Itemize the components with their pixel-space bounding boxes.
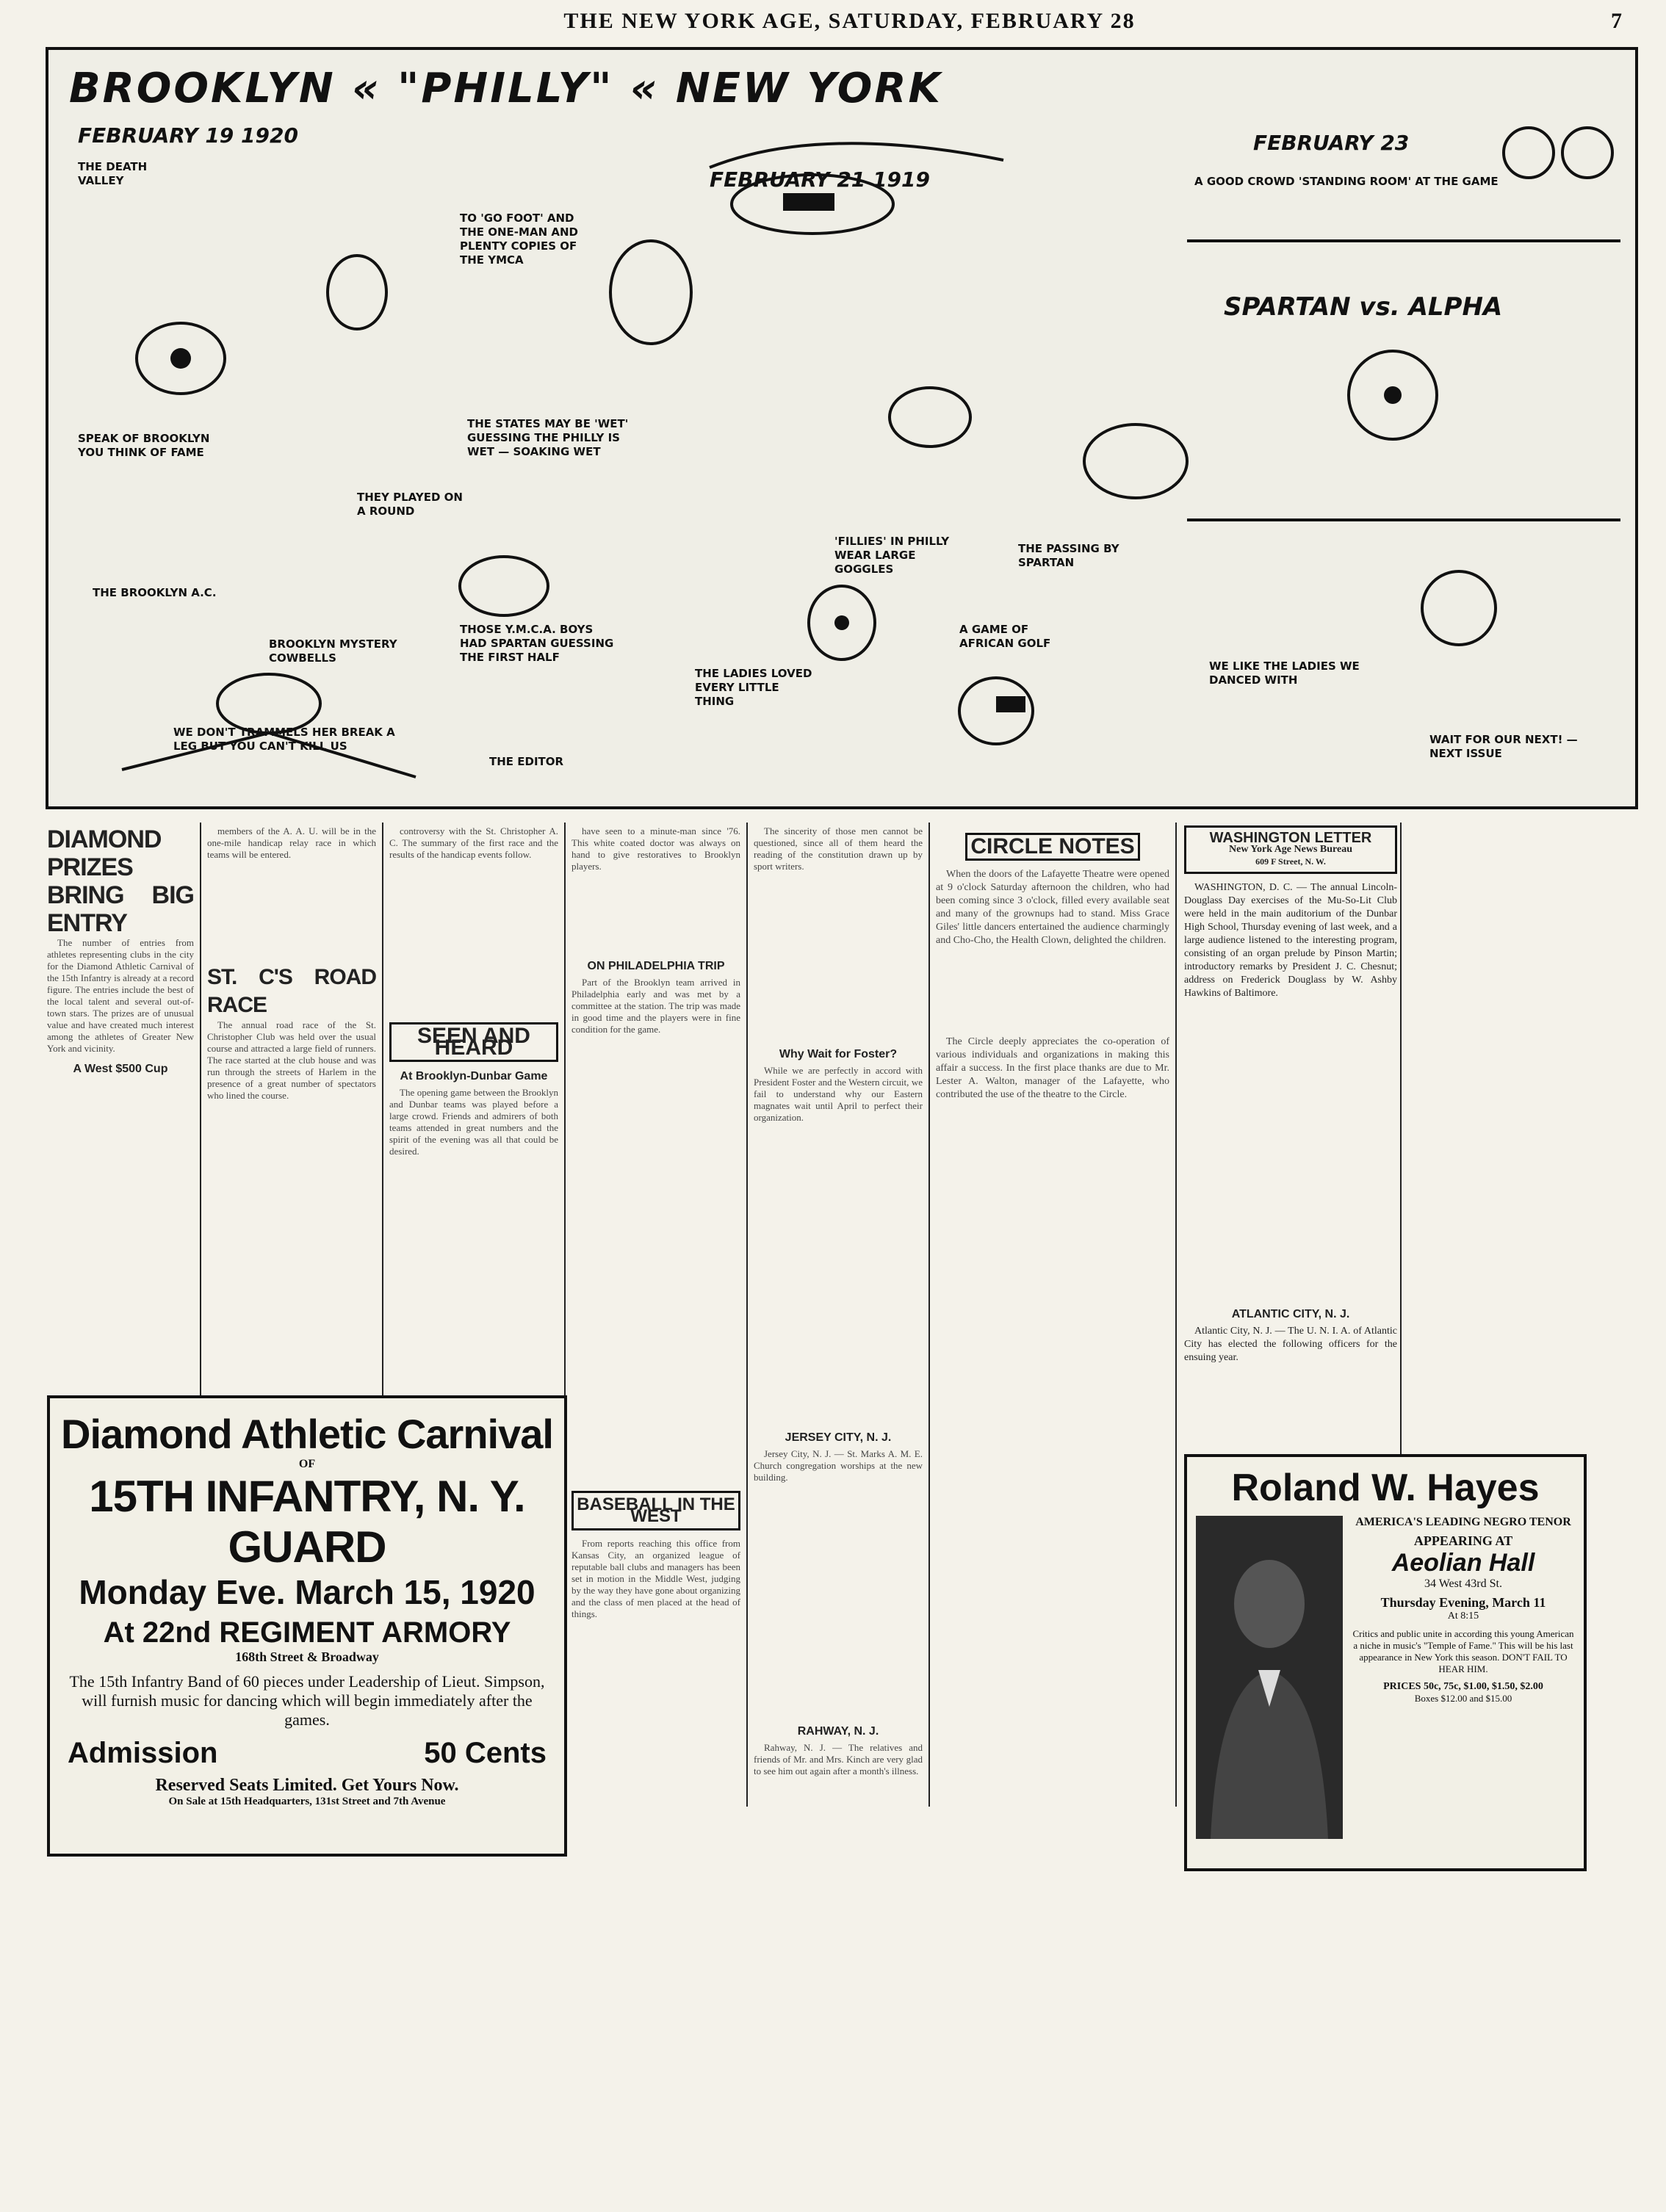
cartoon-caption: THE STATES MAY BE 'WET' GUESSING THE PHILLY IS WET — SOAKING WET: [467, 417, 629, 458]
headline: DIAMOND PRIZES BRING BIG ENTRY: [47, 825, 194, 937]
ad-line: Reserved Seats Limited. Get Yours Now.: [155, 1776, 459, 1795]
ad-line: Diamond Athletic Carnival: [61, 1411, 553, 1457]
ad-admission-row: [50, 1737, 564, 1770]
column-rule: [928, 823, 930, 1807]
bureau: New York Age News Bureau: [1229, 844, 1352, 855]
column-rule: [1175, 823, 1177, 1807]
ad-admission-price: 50 Cents: [424, 1737, 547, 1769]
cartoon-caption: THE BROOKLYN A.C.: [93, 586, 217, 599]
ad-date: Thursday Evening, March 11: [1380, 1595, 1546, 1610]
column-seen-heard: [389, 825, 558, 1391]
page-number: 7: [1611, 9, 1623, 33]
article-body: The annual road race of the St. Christopher Club was held over the usual course and attracted a large field of runners. The race started at the club house and was run through the streets of Harlem in the presence of a great number of spectators who lined the course.: [207, 1019, 376, 1101]
ad-line: OF: [298, 1458, 316, 1470]
article-body: When the doors of the Lafayette Theatre were opened at 9 o'clock Saturday afternoon the children, who had been coming since 3 o'clock, filled every available seat and many of the grownups had to stand. Miss Grace Giles' little dancers entertained the audience charmingly and Cho-Cho, the Health Clown, delighted the children.: [936, 869, 1169, 946]
article-body: From reports reaching this office from Kansas City, an organized league of reputable ball clubs and managers has been set in motion in the Middle West, judging by the way they have gone about organizing and the class of men placed at the head of things.: [571, 1538, 740, 1619]
headline-box: BASEBALL IN THE WEST: [571, 1491, 740, 1530]
ad-line: The 15th Infantry Band of 60 pieces under Leadership of Lieut. Simpson, will furnish music for dancing which will begin immediately after the games.: [69, 1672, 545, 1729]
cartoon-caption: BROOKLYN MYSTERY COWBELLS: [269, 637, 397, 665]
article-body: Atlantic City, N. J. — The U. N. I. A. of Atlantic City has elected the following officers for the ensuing year.: [1184, 1326, 1397, 1363]
cartoon-caption: WAIT FOR OUR NEXT! — NEXT ISSUE: [1429, 733, 1578, 760]
ad-details: [1343, 1516, 1584, 1839]
column-diamond-prizes: [47, 825, 194, 1391]
column-washington: [1184, 825, 1397, 1435]
cartoon-subtitle: SPARTAN vs. ALPHA: [1224, 292, 1503, 322]
portrait-icon: [1196, 1516, 1343, 1839]
ad-blurb: Critics and public unite in according this young American a niche in music's "Temple of Fame." This will be his last appearance in New York this season. DON'T FAIL TO HEAR HIM.: [1352, 1628, 1574, 1674]
article-body: WASHINGTON, D. C. — The annual Lincoln-Douglass Day exercises of the Mu-So-Lit Club were held in the main auditorium of the Dunbar High School, Thursday evening of last week, and a large audience listened to the interesting program, consisting of an organ prelude by Pinson Martin; introductory remarks by President J. C. Chesnut; address on Frederick Douglass by W. Ashby Hawkins of Baltimore.: [1184, 882, 1397, 999]
headline: WASHINGTON LETTER: [1209, 830, 1372, 846]
article-body: controversy with the St. Christopher A. C. The summary of the first race and the results of the handicap events follow.: [389, 825, 558, 860]
subhead: RAHWAY, N. J.: [797, 1725, 879, 1738]
ad-line: At 22nd REGIMENT ARMORY: [103, 1616, 511, 1649]
washington-header: [1184, 825, 1397, 874]
ad-roland-hayes: [1184, 1454, 1587, 1871]
article-body: members of the A. A. U. will be in the one-mile handicap relay race in which teams will be entered.: [207, 825, 376, 860]
ad-venue: Aeolian Hall: [1391, 1549, 1535, 1577]
article-body: The number of entries from athletes representing clubs in the city for the Diamond Athletic Carnival of the 15th Infantry is already at a record figure. The entries include the best of the local talent and several out-of-town stars. The prizes are of unusual value and have created much interest among the athletes of Greater New York and vicinity.: [47, 937, 194, 1054]
bureau-address: 609 F Street, N. W.: [1255, 856, 1326, 867]
article-body: While we are perfectly in accord with President Foster and the Western circuit, we fail to understand why our Eastern magnates wait until April to perfect their organization.: [754, 1065, 923, 1123]
subhead: A West $500 Cup: [73, 1063, 168, 1075]
cartoon-caption: 'FILLIES' IN PHILLY WEAR LARGE GOGGLES: [834, 535, 950, 576]
ad-line: 168th Street & Broadway: [235, 1649, 379, 1664]
cartoon-caption: SPEAK OF BROOKLYN YOU THINK OF FAME: [78, 432, 210, 459]
cartoon-title: BROOKLYN « "PHILLY" « NEW YORK: [69, 65, 942, 112]
article-body: Part of the Brooklyn team arrived in Philadelphia early and was met by a committee at the station. The trip was made in good time and the players were in fine condition for the game.: [571, 977, 740, 1035]
cartoon-caption: THOSE Y.M.C.A. BOYS HAD SPARTAN GUESSING THE FIRST HALF: [460, 623, 614, 664]
cartoon-caption: WE LIKE THE LADIES WE DANCED WITH: [1209, 659, 1360, 687]
cartoon-date-left: FEBRUARY 19 1920: [78, 123, 298, 148]
ad-line: On Sale at 15th Headquarters, 131st Street and 7th Avenue: [168, 1796, 446, 1807]
ad-line: Monday Eve. March 15, 1920: [79, 1573, 536, 1611]
subhead: Why Wait for Foster?: [779, 1048, 898, 1060]
subhead: JERSEY CITY, N. J.: [785, 1431, 892, 1444]
column-philly: [571, 825, 740, 1802]
cartoon-caption: THEY PLAYED ON A ROUND: [357, 491, 463, 518]
article-body: have seen to a minute-man since '76. This white coated doctor was always on hand to give restoratives to Brooklyn players.: [571, 825, 740, 872]
cartoon-panel: [46, 47, 1638, 809]
subhead: ON PHILADELPHIA TRIP: [587, 960, 725, 972]
column-rule: [746, 823, 748, 1807]
headline-box: CIRCLE NOTES: [965, 833, 1140, 861]
column-circle-notes: [936, 825, 1169, 1450]
cartoon-caption: THE EDITOR: [489, 755, 564, 768]
ad-address: 34 West 43rd St.: [1424, 1577, 1502, 1590]
headline-box: SEEN AND HEARD: [389, 1022, 558, 1062]
article-body: The sincerity of those men cannot be questioned, since all of them heard the reading of the constitution drawn up by sport writers.: [754, 825, 923, 872]
cartoon-date-right: FEBRUARY 23: [1253, 131, 1410, 155]
cartoon-caption: A GAME OF AFRICAN GOLF: [959, 623, 1051, 650]
ad-appearing: APPEARING AT: [1413, 1533, 1513, 1548]
ad-admission-label: Admission: [68, 1737, 218, 1769]
cartoon-caption: TO 'GO FOOT' AND THE ONE-MAN AND PLENTY COPIES OF THE YMCA: [460, 212, 578, 267]
cartoon-date-mid: FEBRUARY 21 1919: [710, 167, 930, 192]
ad-tagline: AMERICA'S LEADING NEGRO TENOR: [1355, 1516, 1571, 1528]
article-body: The opening game between the Brooklyn and Dunbar teams was played before a large crowd. Friends and admirers of both teams attended in great numbers and the spirit of the evening was all that could be desired.: [389, 1087, 558, 1157]
ad-name: Roland W. Hayes: [1231, 1467, 1540, 1509]
column-st-cs: [207, 825, 376, 1391]
masthead: [44, 0, 1623, 43]
column-jersey: [754, 825, 923, 1802]
cartoon-caption: A GOOD CROWD 'STANDING ROOM' AT THE GAME: [1194, 175, 1499, 188]
masthead-publication: THE NEW YORK AGE, SATURDAY, FEBRUARY 28: [563, 9, 1136, 33]
ad-line: 15TH INFANTRY, N. Y. GUARD: [89, 1472, 525, 1572]
article-body: The Circle deeply appreciates the co-operation of various individuals and organizations in making this affair a success. In the first place thanks are due to Mr. Lester A. Walton, manager of the Lafayette, who contributed the use of the theatre to the Circle.: [936, 1036, 1169, 1100]
cartoon-caption: THE DEATH VALLEY: [78, 160, 148, 187]
cartoon-drawings: [48, 50, 1635, 806]
article-body: Rahway, N. J. — The relatives and friends of Mr. and Mrs. Kinch are very glad to see him out again after a month's illness.: [754, 1742, 923, 1777]
ad-prices: PRICES 50c, 75c, $1.00, $1.50, $2.00: [1383, 1681, 1543, 1692]
article-body: Jersey City, N. J. — St. Marks A. M. E. Church congregation worships at the new building.: [754, 1448, 923, 1483]
cartoon-caption: THE LADIES LOVED EVERY LITTLE THING: [695, 667, 812, 708]
ad-portrait: [1196, 1516, 1343, 1839]
subhead: ATLANTIC CITY, N. J.: [1231, 1308, 1350, 1320]
ad-diamond-carnival: [47, 1395, 567, 1857]
subhead: At Brooklyn-Dunbar Game: [400, 1070, 548, 1082]
ad-boxes: Boxes $12.00 and $15.00: [1414, 1693, 1512, 1704]
cartoon-caption: WE DON'T TRAMMELS HER BREAK A LEG BUT YOU CAN'T KILL US: [173, 726, 395, 753]
cartoon-caption: THE PASSING BY SPARTAN: [1018, 542, 1119, 569]
headline: ST. C'S ROAD RACE: [207, 965, 376, 1017]
ad-time: At 8:15: [1447, 1611, 1479, 1622]
